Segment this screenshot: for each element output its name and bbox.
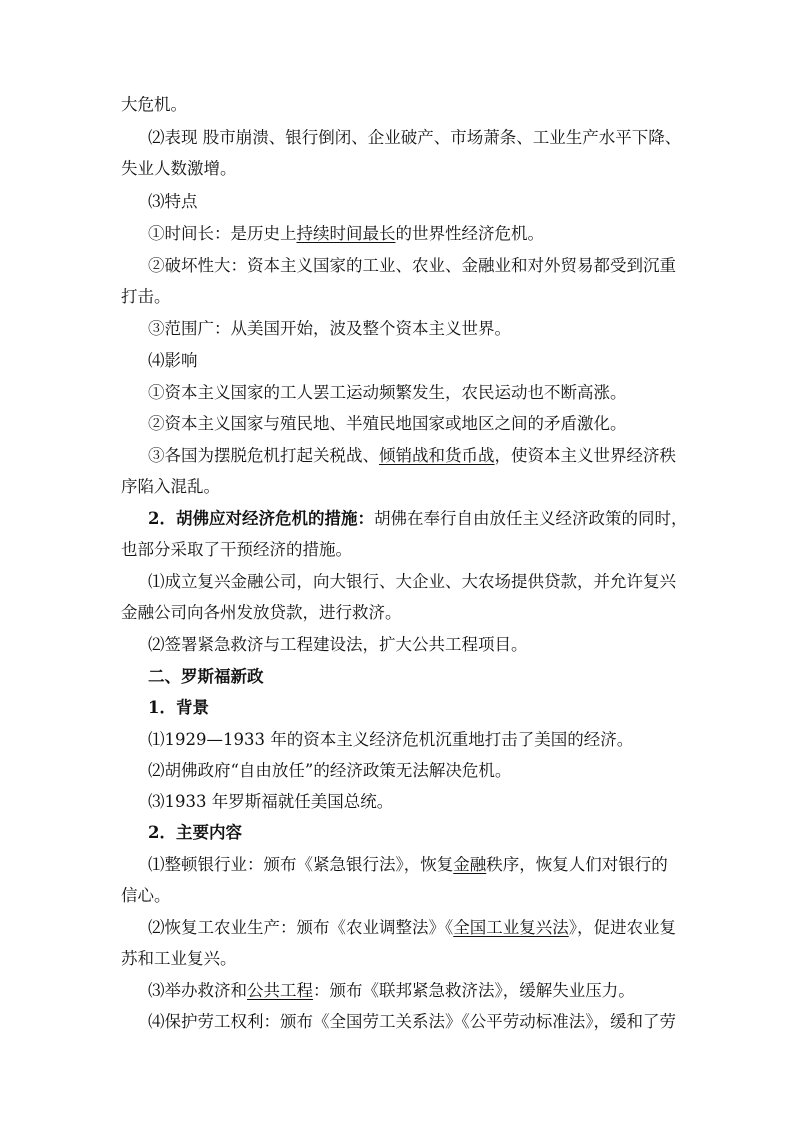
text-line: ⑷影响 [148, 351, 198, 370]
text-line: ③范围广：从美国开始，波及整个资本主义世界。 [148, 319, 511, 338]
text-line: ②破坏性大：资本主义国家的工业、农业、金融业和对外贸易都受到沉重 [148, 256, 676, 275]
section-heading: 2．主要内容 [148, 823, 242, 842]
text-line: ⑶1933 年罗斯福就任美国总统。 [148, 792, 394, 811]
text-line: ⑶特点 [148, 192, 198, 211]
text-line: ①资本主义国家的工人罢工运动频繁发生，农民运动也不断高涨。 [148, 383, 627, 402]
text-line: 也部分采取了干预经济的措施。 [121, 540, 352, 559]
text-line: ②资本主义国家与殖民地、半殖民地国家或地区之间的矛盾激化。 [148, 414, 627, 433]
text-line: ⑴成立复兴金融公司，向大银行、大企业、大农场提供贷款，并允许复兴 [148, 572, 676, 591]
text-line: 信心。 [121, 886, 171, 905]
text-line: ⑶举办救济和公共工程：颁布《联邦紧急救济法》，缓解失业压力。 [148, 981, 635, 1000]
text-line: 大危机。 [121, 95, 187, 114]
underlined-key-term: 倾销战和货币战 [379, 446, 495, 465]
underlined-key-term: 持续时间最长 [296, 224, 396, 243]
text-line: ⑵胡佛政府“自由放任”的经济政策无法解决危机。 [148, 761, 512, 780]
section-heading: 2．胡佛应对经济危机的措施： [148, 509, 374, 528]
underlined-key-term: 全国工业复兴法 [453, 918, 569, 937]
text-line: 2．胡佛应对经济危机的措施：胡佛在奉行自由放任主义经济政策的同时， [148, 509, 688, 528]
text-line: 金融公司向各州发放贷款，进行救济。 [121, 603, 402, 622]
section-heading: 1．背景 [148, 698, 209, 717]
text-line: ⑵表现 股市崩溃、银行倒闭、企业破产、市场萧条、工业生产水平下降、 [148, 128, 682, 147]
text-line: 序陷入混乱。 [121, 477, 220, 496]
underlined-key-term: 公共工程 [247, 981, 313, 1000]
text-line: 失业人数激增。 [121, 159, 237, 178]
text-line: 苏和工业复兴。 [121, 949, 237, 968]
text-line: ①时间长：是历史上持续时间最长的世界性经济危机。 [148, 224, 544, 243]
text-line: ⑵签署紧急救济与工程建设法，扩大公共工程项目。 [148, 635, 528, 654]
section-heading: 二、罗斯福新政 [148, 667, 264, 686]
text-line: ③各国为摆脱危机打起关税战、倾销战和货币战，使资本主义世界经济秩 [148, 446, 676, 465]
text-line: ⑷保护劳工权利：颁布《全国劳工关系法》《公平劳动标准法》，缓和了劳 [148, 1012, 676, 1031]
text-line: ⑴1929—1933 年的资本主义经济危机沉重地打击了美国的经济。 [148, 730, 634, 749]
text-line: ⑵恢复工农业生产：颁布《农业调整法》《全国工业复兴法》，促进农业复 [148, 918, 676, 937]
text-line: 打击。 [121, 287, 171, 306]
text-line: ⑴整顿银行业：颁布《紧急银行法》，恢复金融秩序，恢复人们对银行的 [148, 855, 668, 874]
underlined-key-term: 金融 [453, 855, 487, 874]
